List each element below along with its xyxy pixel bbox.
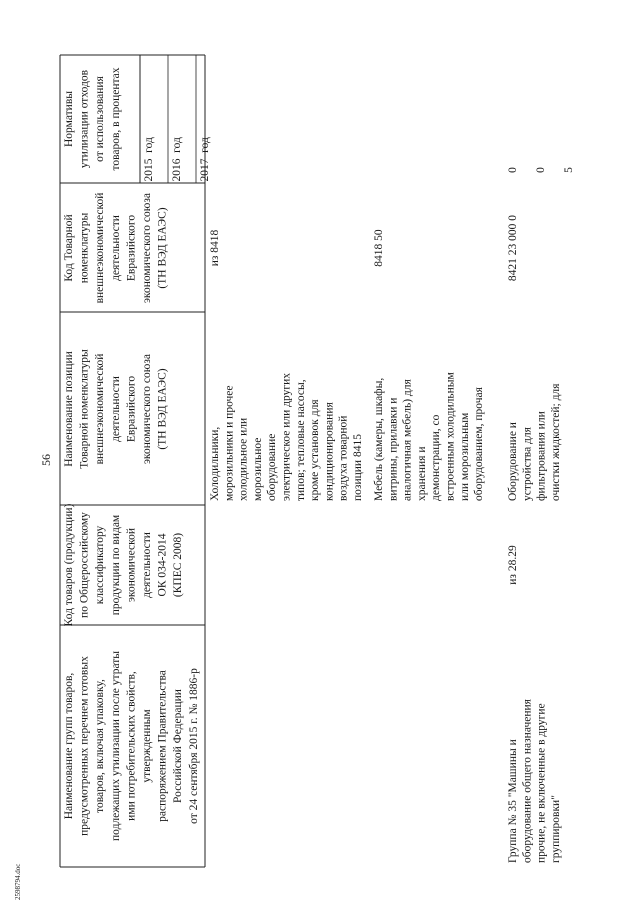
- tnved-code: 8418 50: [373, 229, 385, 267]
- tnved-name-line: витрины, прилавки и: [387, 397, 400, 501]
- header-utilization-norms: [63, 67, 122, 170]
- header-line: деятельности: [109, 215, 122, 281]
- tnved-name-line: демонстрации, со: [430, 414, 443, 501]
- tnved-name-line: хранения и: [415, 446, 428, 501]
- header-line: внешнеэкономической: [94, 353, 107, 465]
- header-line: от 24 сентября 2015 г. № 1886-р: [187, 668, 200, 824]
- tnved-code: из 8418: [209, 229, 221, 267]
- header-line: Код Товарной: [63, 214, 75, 282]
- group-name-line: Группа № 35 "Машины и: [507, 739, 519, 863]
- tnved-name-line: оборудованием, прочая: [473, 387, 486, 501]
- group-name-line: группировки": [549, 795, 562, 863]
- tnved-name-line: Холодильники,: [209, 426, 221, 501]
- footer-file-code: 2598794.doc: [14, 863, 22, 900]
- tnved-name-line: встроенным холодильным: [444, 372, 457, 501]
- year-label: год: [199, 137, 211, 153]
- header-line: (КПЕС 2008): [172, 532, 185, 598]
- header-line: товаров, включая упаковку,: [94, 679, 107, 813]
- header-line: внешнеэкономической: [94, 192, 107, 304]
- tnved-name-line: Мебель (камеры, шкафы,: [373, 377, 385, 501]
- tnved-name-line: воздуха товарной: [337, 415, 350, 501]
- tnved-name-line: или морозильным: [458, 412, 471, 501]
- tnved-name-line: позиции 8415: [352, 434, 364, 501]
- header-line: Российской Федерации: [172, 689, 185, 803]
- tnved-name-line: морозильное: [251, 437, 264, 501]
- utilization-rate: 0: [535, 167, 547, 173]
- tnved-name-line: электрическое или других: [280, 373, 293, 501]
- header-line: Евразийского: [125, 214, 138, 282]
- header-line: Нормативы: [63, 91, 75, 147]
- tnved-name-line: устройства для: [521, 427, 534, 501]
- tnved-name-line: кондиционирования: [323, 402, 336, 501]
- header-line: подлежащих утилизации после утраты: [109, 651, 122, 841]
- header-line: предусмотренных перечнем готовых: [78, 656, 91, 836]
- header-line: Наименование групп товаров,: [63, 672, 75, 820]
- year-label: 2015: [143, 158, 155, 182]
- tnved-name-line: фильтрования или: [535, 411, 548, 501]
- header-line: деятельности: [109, 376, 122, 442]
- tnved-code: 8421 23 000 0: [507, 214, 519, 282]
- tnved-name-line: очистки жидкостей; для: [549, 383, 562, 501]
- header-line: ОК 034-2014: [156, 533, 169, 597]
- header-line: экономического союза: [141, 193, 153, 303]
- page-number: 56: [39, 454, 53, 466]
- year-label: год: [171, 137, 183, 153]
- header-line: номенклатуры: [78, 212, 91, 284]
- header-okpd-code: [63, 503, 184, 626]
- table-body: [209, 167, 575, 863]
- tnved-name-line: морозильники и прочее: [223, 385, 236, 501]
- header-line: по Общероссийскому: [78, 512, 91, 618]
- header-line: Код товаров (продукции): [63, 503, 75, 627]
- header-tnved-code: [63, 193, 169, 304]
- group-name-line: оборудование общего назначения: [521, 699, 534, 863]
- header-group-names: [63, 651, 200, 841]
- tnved-name-line: оборудование: [266, 433, 279, 501]
- header-line: утвержденным: [141, 709, 153, 783]
- year-label: 2017: [199, 158, 211, 182]
- header-line: ими потребительских свойств,: [125, 671, 138, 821]
- tnved-name-line: кроме установок для: [309, 399, 322, 501]
- okpd-code: из 28.29: [507, 545, 519, 585]
- header-line: классификатору: [94, 525, 107, 605]
- header-line: (ТН ВЭД ЕАЭС): [156, 368, 169, 450]
- header-line: деятельности: [141, 532, 153, 598]
- header-line: товаров, в процентах: [109, 67, 122, 171]
- header-line: (ТН ВЭД ЕАЭС): [156, 207, 169, 289]
- tnved-name-line: холодильное или: [237, 417, 250, 501]
- header-line: экономической: [125, 528, 138, 602]
- header-years: [143, 137, 211, 181]
- header-line: Товарной номенклатуры: [78, 349, 91, 469]
- header-line: распоряжением Правительства: [156, 670, 169, 822]
- utilization-rate: 0: [507, 167, 519, 173]
- header-line: продукции по видам: [109, 514, 122, 616]
- group-name-line: прочие, не включенные в другие: [535, 703, 548, 863]
- header-line: утилизации отходов: [78, 69, 91, 169]
- utilization-rate: 5: [563, 167, 575, 173]
- tnved-name-line: аналогичная мебель) для: [401, 379, 414, 501]
- year-label: год: [143, 137, 155, 153]
- header-line: экономического союза: [141, 354, 153, 464]
- header-line: от использования: [94, 76, 107, 162]
- header-line: Наименование позиции: [63, 351, 75, 467]
- tnved-name-line: типов; тепловые насосы,: [294, 379, 307, 501]
- header-tnved-name: [63, 349, 169, 469]
- tnved-name-line: Оборудование и: [507, 422, 519, 501]
- header-line: Евразийского: [125, 375, 138, 443]
- year-label: 2016: [171, 158, 183, 182]
